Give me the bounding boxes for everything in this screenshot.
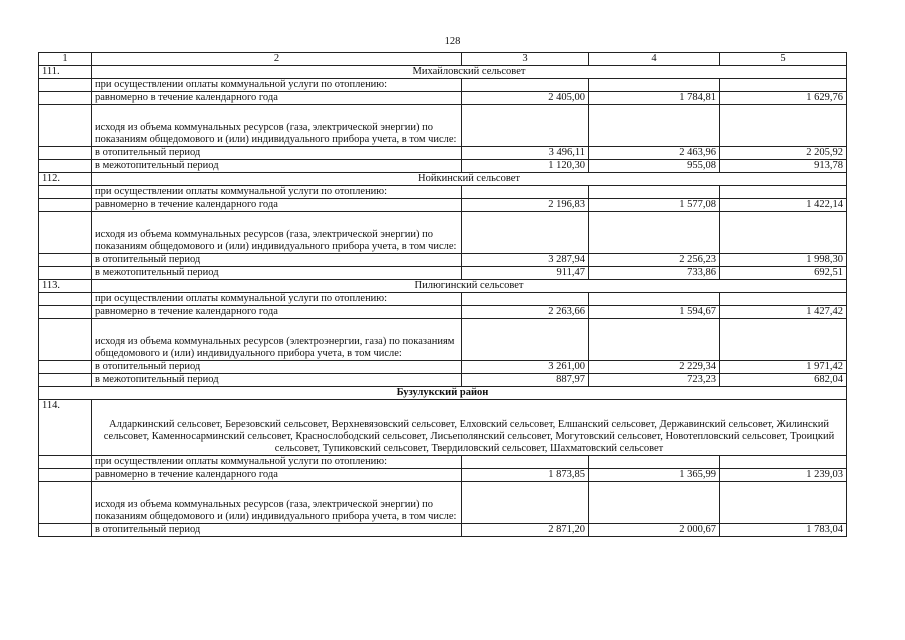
table-row [39, 482, 847, 524]
value-col-5 [720, 319, 847, 361]
value-col-4 [589, 212, 720, 254]
table-row [39, 79, 847, 92]
table-row [39, 374, 847, 387]
value-col-3: 911,47 [462, 267, 589, 280]
value-col-4 [589, 186, 720, 199]
empty-number-cell [39, 469, 92, 482]
value-col-4: 1 365,99 [589, 469, 720, 482]
value-col-4: 1 784,81 [589, 92, 720, 105]
row-label: в межотопительный период [92, 374, 462, 387]
row-label: равномерно в течение календарного года [92, 469, 462, 482]
row-label: в межотопительный период [92, 267, 462, 280]
empty-number-cell [39, 524, 92, 537]
table-row [39, 147, 847, 160]
row-label: исходя из объема коммунальных ресурсов (газа, электрической энергии) по показаниям общедомового и (или) индивидуального прибора учета, в том числе: [92, 105, 462, 147]
row-number: 114. [39, 400, 92, 456]
value-col-4: 1 594,67 [589, 306, 720, 319]
value-col-5: 1 998,30 [720, 254, 847, 267]
table-row [39, 293, 847, 306]
row-label: в отопительный период [92, 361, 462, 374]
value-col-5: 1 422,14 [720, 199, 847, 212]
column-header: 2 [92, 53, 462, 66]
settlement-list-row [39, 400, 847, 456]
row-label: в межотопительный период [92, 160, 462, 173]
row-label: в отопительный период [92, 147, 462, 160]
value-col-3 [462, 319, 589, 361]
empty-number-cell [39, 361, 92, 374]
empty-number-cell [39, 92, 92, 105]
value-col-5: 692,51 [720, 267, 847, 280]
table-row [39, 469, 847, 482]
empty-number-cell [39, 267, 92, 280]
value-col-3 [462, 482, 589, 524]
value-col-5 [720, 293, 847, 306]
value-col-4 [589, 319, 720, 361]
row-label: при осуществлении оплаты коммунальной услуги по отоплению: [92, 186, 462, 199]
value-col-5: 2 205,92 [720, 147, 847, 160]
table-body [39, 53, 847, 537]
value-col-4 [589, 105, 720, 147]
value-col-5 [720, 186, 847, 199]
settlement-title: Нойкинский сельсовет [92, 173, 847, 186]
table-row [39, 160, 847, 173]
row-label: исходя из объема коммунальных ресурсов (газа, электрической энергии) по показаниям общедомового и (или) индивидуального прибора учета, в том числе: [92, 482, 462, 524]
value-col-4 [589, 79, 720, 92]
value-col-3: 3 287,94 [462, 254, 589, 267]
value-col-4 [589, 482, 720, 524]
table-header-row [39, 53, 847, 66]
column-header: 5 [720, 53, 847, 66]
value-col-5 [720, 482, 847, 524]
value-col-5 [720, 212, 847, 254]
table-row [39, 212, 847, 254]
value-col-5: 1 629,76 [720, 92, 847, 105]
empty-number-cell [39, 482, 92, 524]
value-col-4: 2 463,96 [589, 147, 720, 160]
row-number: 111. [39, 66, 92, 79]
table-row [39, 319, 847, 361]
value-col-3 [462, 186, 589, 199]
value-col-3: 1 873,85 [462, 469, 589, 482]
empty-number-cell [39, 306, 92, 319]
table-row [39, 456, 847, 469]
value-col-3 [462, 79, 589, 92]
empty-number-cell [39, 254, 92, 267]
value-col-4: 955,08 [589, 160, 720, 173]
value-col-5: 913,78 [720, 160, 847, 173]
value-col-3: 2 405,00 [462, 92, 589, 105]
value-col-3: 2 871,20 [462, 524, 589, 537]
value-col-5 [720, 79, 847, 92]
value-col-5: 1 427,42 [720, 306, 847, 319]
table-row [39, 186, 847, 199]
row-number: 113. [39, 280, 92, 293]
column-header: 1 [39, 53, 92, 66]
row-label: в отопительный период [92, 254, 462, 267]
value-col-3: 2 196,83 [462, 199, 589, 212]
value-col-3 [462, 456, 589, 469]
value-col-3: 2 263,66 [462, 306, 589, 319]
row-label: при осуществлении оплаты коммунальной услуги по отоплению: [92, 79, 462, 92]
row-label: исходя из объема коммунальных ресурсов (электроэнергии, газа) по показаниям общедомового и (или) индивидуального прибора учета, в том числе: [92, 319, 462, 361]
row-label: равномерно в течение календарного года [92, 306, 462, 319]
section-row [39, 66, 847, 79]
district-title: Бузулукский район [39, 387, 847, 400]
settlement-title: Пилюгинский сельсовет [92, 280, 847, 293]
table-row [39, 105, 847, 147]
row-label: равномерно в течение календарного года [92, 92, 462, 105]
empty-number-cell [39, 147, 92, 160]
section-row [39, 173, 847, 186]
value-col-3: 1 120,30 [462, 160, 589, 173]
value-col-5: 1 971,42 [720, 361, 847, 374]
value-col-3 [462, 105, 589, 147]
value-col-4: 2 256,23 [589, 254, 720, 267]
empty-number-cell [39, 319, 92, 361]
row-label: исходя из объема коммунальных ресурсов (газа, электрической энергии) по показаниям общедомового и (или) индивидуального прибора учета, в том числе: [92, 212, 462, 254]
table-row [39, 306, 847, 319]
row-label: равномерно в течение календарного года [92, 199, 462, 212]
value-col-5: 1 783,04 [720, 524, 847, 537]
value-col-4: 2 229,34 [589, 361, 720, 374]
table-row [39, 254, 847, 267]
row-label: в отопительный период [92, 524, 462, 537]
table-row [39, 92, 847, 105]
district-row [39, 387, 847, 400]
row-label: при осуществлении оплаты коммунальной услуги по отоплению: [92, 456, 462, 469]
value-col-4: 1 577,08 [589, 199, 720, 212]
column-header: 4 [589, 53, 720, 66]
value-col-4: 723,23 [589, 374, 720, 387]
page-number: 128 [444, 36, 461, 47]
empty-number-cell [39, 293, 92, 306]
value-col-4 [589, 456, 720, 469]
value-col-3: 3 496,11 [462, 147, 589, 160]
empty-number-cell [39, 105, 92, 147]
empty-number-cell [39, 160, 92, 173]
empty-number-cell [39, 186, 92, 199]
value-col-3: 3 261,00 [462, 361, 589, 374]
empty-number-cell [39, 79, 92, 92]
section-row [39, 280, 847, 293]
value-col-4: 2 000,67 [589, 524, 720, 537]
table-row [39, 199, 847, 212]
value-col-5: 1 239,03 [720, 469, 847, 482]
settlement-title: Михайловский сельсовет [92, 66, 847, 79]
value-col-3 [462, 212, 589, 254]
value-col-5 [720, 105, 847, 147]
tariff-table [38, 52, 847, 537]
settlement-list: Алдаркинский сельсовет, Березовский сельсовет, Верхневязовский сельсовет, Елховский сельсовет, Елшанский сельсовет, Державинский сельсовет, Жилинский сельсовет, Каменносарминский сельсовет, Краснослободский сельсовет, Лисьеполянский сельсовет, Могутовский сельсовет, Новотепловский сельсовет, Троицкий сельсовет, Тупиковский сельсовет, Твердиловский сельсовет, Шахматовский сельсовет [92, 400, 847, 456]
row-label: при осуществлении оплаты коммунальной услуги по отоплению: [92, 293, 462, 306]
value-col-4 [589, 293, 720, 306]
empty-number-cell [39, 212, 92, 254]
value-col-4: 733,86 [589, 267, 720, 280]
value-col-3 [462, 293, 589, 306]
value-col-5: 682,04 [720, 374, 847, 387]
table-row [39, 524, 847, 537]
value-col-5 [720, 456, 847, 469]
empty-number-cell [39, 374, 92, 387]
table-row [39, 267, 847, 280]
empty-number-cell [39, 456, 92, 469]
table-row [39, 361, 847, 374]
value-col-3: 887,97 [462, 374, 589, 387]
empty-number-cell [39, 199, 92, 212]
column-header: 3 [462, 53, 589, 66]
row-number: 112. [39, 173, 92, 186]
